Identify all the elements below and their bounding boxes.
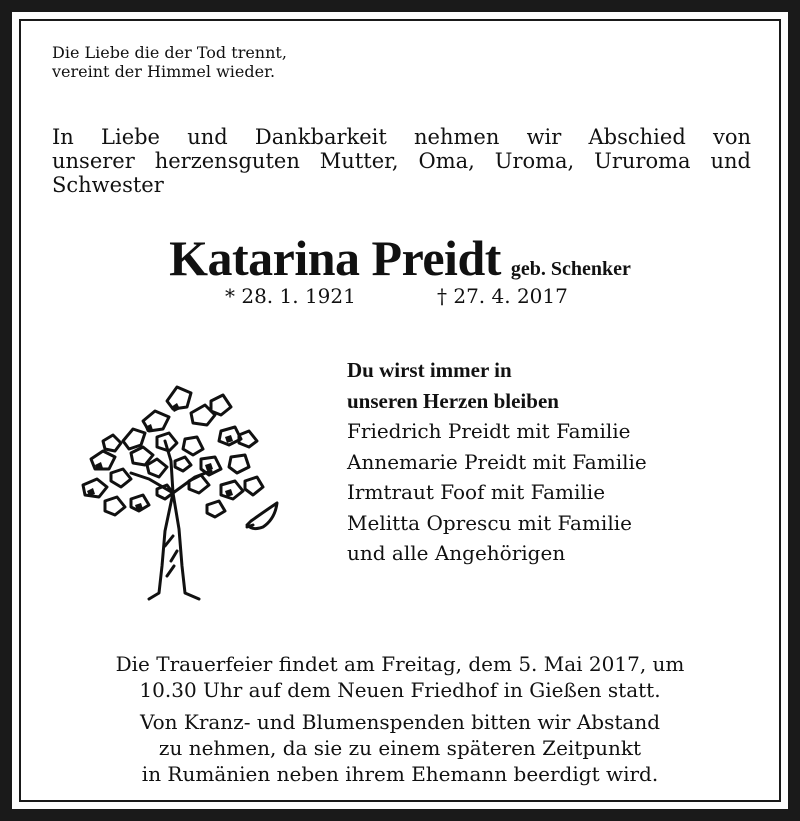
mourner-item: Annemarie Preidt mit Familie [347,449,647,474]
birth-date: * 28. 1. 1921 [225,284,356,308]
funeral-line: Die Trauerfeier findet am Freitag, dem 5. Mai 2017, um [115,652,685,676]
mourner-item: Friedrich Preidt mit Familie [347,419,631,443]
mourner-item: Irmtraut Foof mit Familie [347,480,606,504]
intro-line: Schwester [52,173,164,197]
inner-frame [19,19,781,802]
intro-text [52,125,751,197]
intro-line: In Liebe und Dankbarkeit nehmen wir Abschied von [52,125,751,149]
motto [52,43,287,81]
deceased-name-line [21,229,779,287]
motto-line: vereint der Himmel wieder. [52,62,276,81]
mourners-heading: Du wirst immer in [347,358,512,382]
funeral-notice [21,651,779,787]
mourners-heading: unseren Herzen bleiben [347,388,559,413]
mourners-list [347,355,647,569]
death-date: † 27. 4. 2017 [437,284,568,308]
maiden-name: geb. Schenker [510,258,631,280]
deceased-name: Katarina Preidt [169,230,501,286]
intro-line: unserer herzensguten Mutter, Oma, Uroma, Ururoma und [52,149,751,173]
request-line: Von Kranz- und Blumenspenden bitten wir Abstand [139,710,661,734]
request-line: in Rumänien neben ihrem Ehemann beerdigt wird. [141,762,659,786]
motto-line: Die Liebe die der Tod trennt, [52,43,287,62]
tree-with-falling-leaf-icon [61,361,301,615]
request-line: zu nehmen, da sie zu einem späteren Zeitpunkt [158,736,642,760]
funeral-line: 10.30 Uhr auf dem Neuen Friedhof in Gießen statt. [139,678,661,702]
mourner-item: und alle Angehörigen [347,541,566,565]
mourner-item: Melitta Oprescu mit Familie [347,510,632,535]
